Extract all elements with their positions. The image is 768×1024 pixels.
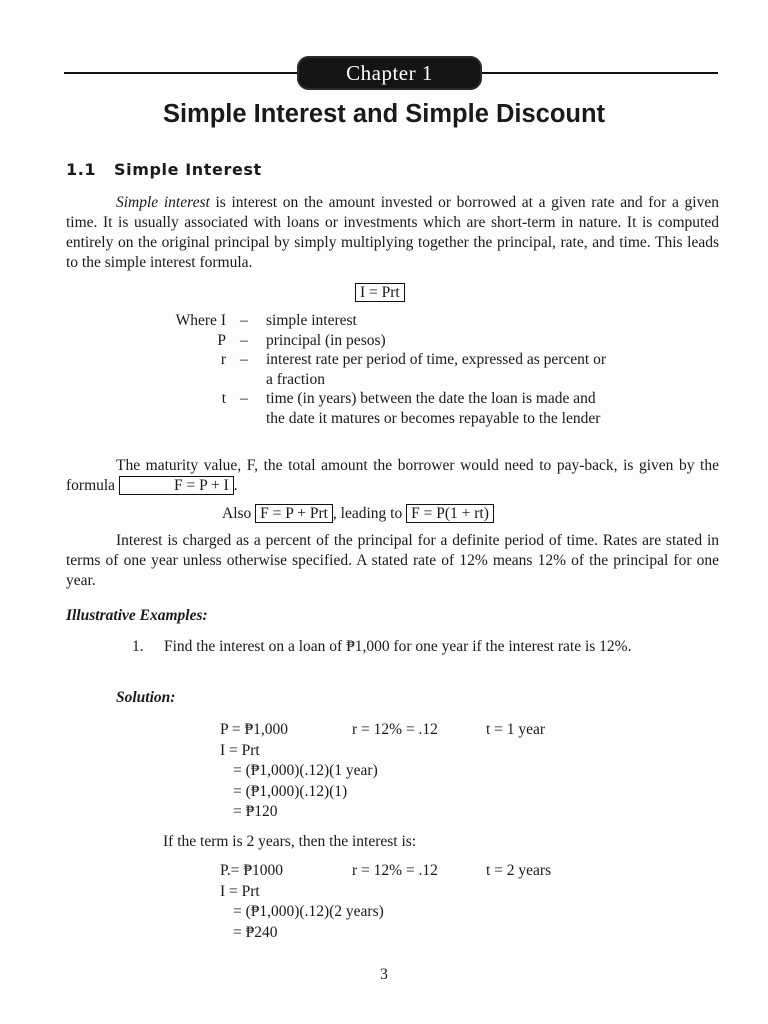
main-formula xyxy=(355,283,405,302)
formula-box-i-prt: I = Prt xyxy=(355,283,405,302)
given-values xyxy=(220,720,545,741)
given-r: r = 12% = .12 xyxy=(352,862,438,879)
intro-paragraph xyxy=(66,193,719,273)
where-desc: time (in years) between the date the loan is made and the date it matures or becomes repayable to the lender xyxy=(266,390,601,427)
where-desc: interest rate per period of time, expressed as percent or a fraction xyxy=(266,351,606,388)
calculation-1 xyxy=(220,720,545,823)
where-symbol: P xyxy=(217,331,226,349)
calc-line: = (₱1,000)(.12)(1 year) xyxy=(233,762,378,779)
where-symbol: r xyxy=(220,351,226,368)
calc-line: = ₱120 xyxy=(233,803,278,820)
where-symbol: t xyxy=(221,390,226,407)
where-list xyxy=(150,311,616,428)
given-values xyxy=(220,861,551,882)
where-symbol: I xyxy=(220,312,226,329)
formula-box-f-p-i: F = P + I xyxy=(119,476,234,495)
given-p: P = ₱1,000 xyxy=(220,721,289,738)
where-row xyxy=(150,331,616,351)
where-row xyxy=(150,389,616,428)
rates-text: Interest is charged as a percent of the principal for a definite period of time. Rates are stated in terms of one year unless otherwise specified. A stated rate of 12% means 12% of the principal for one year. xyxy=(66,532,719,589)
intro-term: Simple interest xyxy=(116,194,210,211)
where-row xyxy=(150,350,616,389)
chapter-tab: Chapter 1 xyxy=(297,56,482,90)
given-r: r = 12% = .12 xyxy=(352,721,438,738)
section-title: Simple Interest xyxy=(114,160,262,179)
header-rule-left xyxy=(64,72,304,74)
dash: – xyxy=(240,390,248,407)
term-2-text: If the term is 2 years, then the interest is: xyxy=(163,833,417,850)
examples-heading: Illustrative Examples: xyxy=(66,607,208,624)
given-p: P.= ₱1000 xyxy=(220,862,284,879)
calc-line: I = Prt xyxy=(220,741,260,759)
page-number: 3 xyxy=(380,966,388,983)
solution-label: Solution: xyxy=(116,689,176,706)
intro-text: is interest on the amount invested or borrowed at a given rate and for a given time. It is usually associated with loans or investments which are short-term in nature. It is computed entirely on the original principal by simply multiplying together the principal, rate, and time. This leads to the simple interest formula. xyxy=(66,194,719,271)
example-1 xyxy=(132,637,720,657)
dash: – xyxy=(240,331,248,349)
calc-line: = (₱1,000)(.12)(2 years) xyxy=(233,903,384,920)
header-rule-right xyxy=(476,72,718,74)
formula-box-f-p-1-rt: F = P(1 + rt) xyxy=(406,504,494,523)
section-number: 1.1 xyxy=(66,160,97,179)
dash: – xyxy=(240,351,248,368)
also-middle: , leading to xyxy=(332,505,403,522)
also-formulas xyxy=(222,504,494,523)
also-prefix: Also xyxy=(222,505,252,522)
given-t: t = 1 year xyxy=(486,721,546,738)
example-text: Find the interest on a loan of ₱1,000 for one year if the interest rate is 12%. xyxy=(164,638,632,655)
where-desc: principal (in pesos) xyxy=(266,331,386,349)
calc-line: = ₱240 xyxy=(233,923,278,941)
maturity-text: The maturity value, F, the total amount the borrower would need to pay-back, is given by the formula xyxy=(66,457,719,494)
given-t: t = 2 years xyxy=(486,862,552,879)
rates-paragraph xyxy=(66,531,719,591)
calculation-2 xyxy=(220,861,551,943)
calc-line: = (₱1,000)(.12)(1) xyxy=(233,782,348,800)
example-number: 1. xyxy=(132,638,144,655)
chapter-title: Simple Interest and Simple Discount xyxy=(162,100,606,128)
section-heading xyxy=(66,160,262,179)
calc-line: I = Prt xyxy=(220,882,260,900)
where-prefix: Where xyxy=(175,312,217,329)
dash: – xyxy=(240,312,248,329)
formula-box-f-p-prt: F = P + Prt xyxy=(255,504,333,523)
where-desc: simple interest xyxy=(266,312,357,329)
maturity-paragraph: The maturity value, F, the total amount the borrower would need to pay-back, is given by the formula F = P + I . xyxy=(66,457,719,494)
where-row xyxy=(150,311,616,331)
